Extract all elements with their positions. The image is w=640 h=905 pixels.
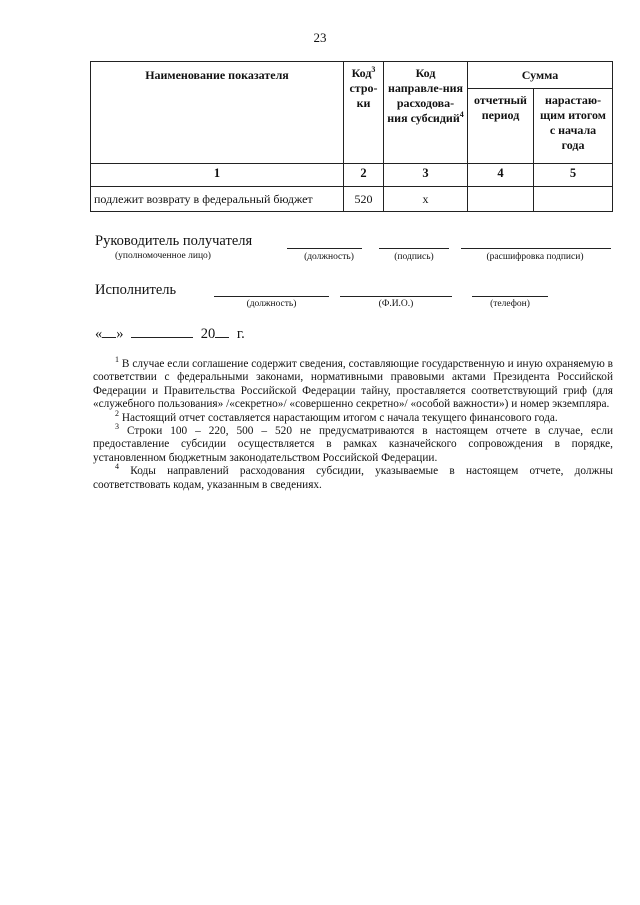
column-number: 3	[384, 164, 468, 187]
footnotes	[93, 355, 614, 492]
head-label: Руководитель получателя	[95, 233, 253, 249]
head-signature-line	[379, 248, 449, 249]
header-direction-code: Код направле-ния расходова-ния субсидий$^4$	[384, 62, 468, 164]
executor-name-caption: (Ф.И.О.)	[378, 299, 414, 309]
row-period-value	[468, 187, 534, 212]
date-line	[95, 325, 245, 343]
header-reporting-period: отчетный период	[468, 89, 534, 164]
executor-position-line	[214, 296, 329, 297]
date-suffix: г.	[236, 326, 245, 342]
executor-phone-line	[472, 296, 548, 297]
header-line-code: Код$^3$ стро-ки	[344, 62, 384, 164]
row-name: подлежит возврату в федеральный бюджет	[91, 187, 344, 212]
date-year-prefix: 20	[200, 326, 216, 342]
footnote-1: $^1$ В случае если соглашение содержит сведения, составляющие государственную и иную охраняемую в соответствии с федеральными законами, нормативными правовыми актами Президента Российской Федерации и Правительства Российской Федерации тайну, проставляется соответствующий гриф (для «служебного пользования» /«секретно»/ «совершенно секретно»/ «особой важности») и номер экземпляра.	[93, 355, 614, 411]
column-numbers-row	[91, 164, 613, 187]
column-number: 1	[91, 164, 344, 187]
date-month-blank	[131, 325, 193, 338]
head-signature-caption: (подпись)	[394, 252, 434, 262]
executor-position-caption: (должность)	[246, 299, 297, 309]
table-row	[91, 187, 613, 212]
head-name-line	[461, 248, 611, 249]
table-header-row	[91, 62, 613, 89]
footnote-2: $^2$ Настоящий отчет составляется нарастающим итогом с начала текущего финансового года.	[115, 408, 558, 424]
head-sublabel: (уполномоченное лицо)	[115, 251, 211, 261]
executor-phone-caption: (телефон)	[490, 299, 530, 309]
executor-label: Исполнитель	[95, 282, 177, 298]
row-direction: x	[384, 187, 468, 212]
row-code: 520	[344, 187, 384, 212]
header-sum: Сумма	[468, 62, 613, 89]
header-name: Наименование показателя	[91, 62, 344, 164]
date-close-quote: »	[116, 326, 124, 342]
header-cumulative: нарастаю-щим итогом с начала года	[534, 89, 613, 164]
column-number: 5	[534, 164, 613, 187]
report-table	[90, 61, 613, 212]
date-year-blank	[215, 325, 229, 338]
date-open-quote: «	[95, 326, 103, 342]
footnote-3: $^3$ Строки 100 – 220, 500 – 520 не предусматриваются в настоящем отчете в случае, если предоставление субсидии осуществляется в рамках казначейского сопровождения в порядке, установленном бюджетным законодательством Российской Федерации.	[93, 422, 613, 464]
head-position-line	[287, 248, 362, 249]
head-position-caption: (должность)	[304, 252, 354, 262]
column-number: 2	[344, 164, 384, 187]
column-number: 4	[468, 164, 534, 187]
date-day-blank	[102, 325, 116, 338]
footnote-4: $^4$ Коды направлений расходования субсидии, указываемые в настоящем отчете, должны соответствовать кодам, указанным в сведениях.	[93, 462, 613, 491]
row-cumulative-value	[534, 187, 613, 212]
head-name-caption: (расшифровка подписи)	[486, 252, 584, 262]
executor-name-line	[340, 296, 452, 297]
page-number: 23	[313, 30, 327, 45]
